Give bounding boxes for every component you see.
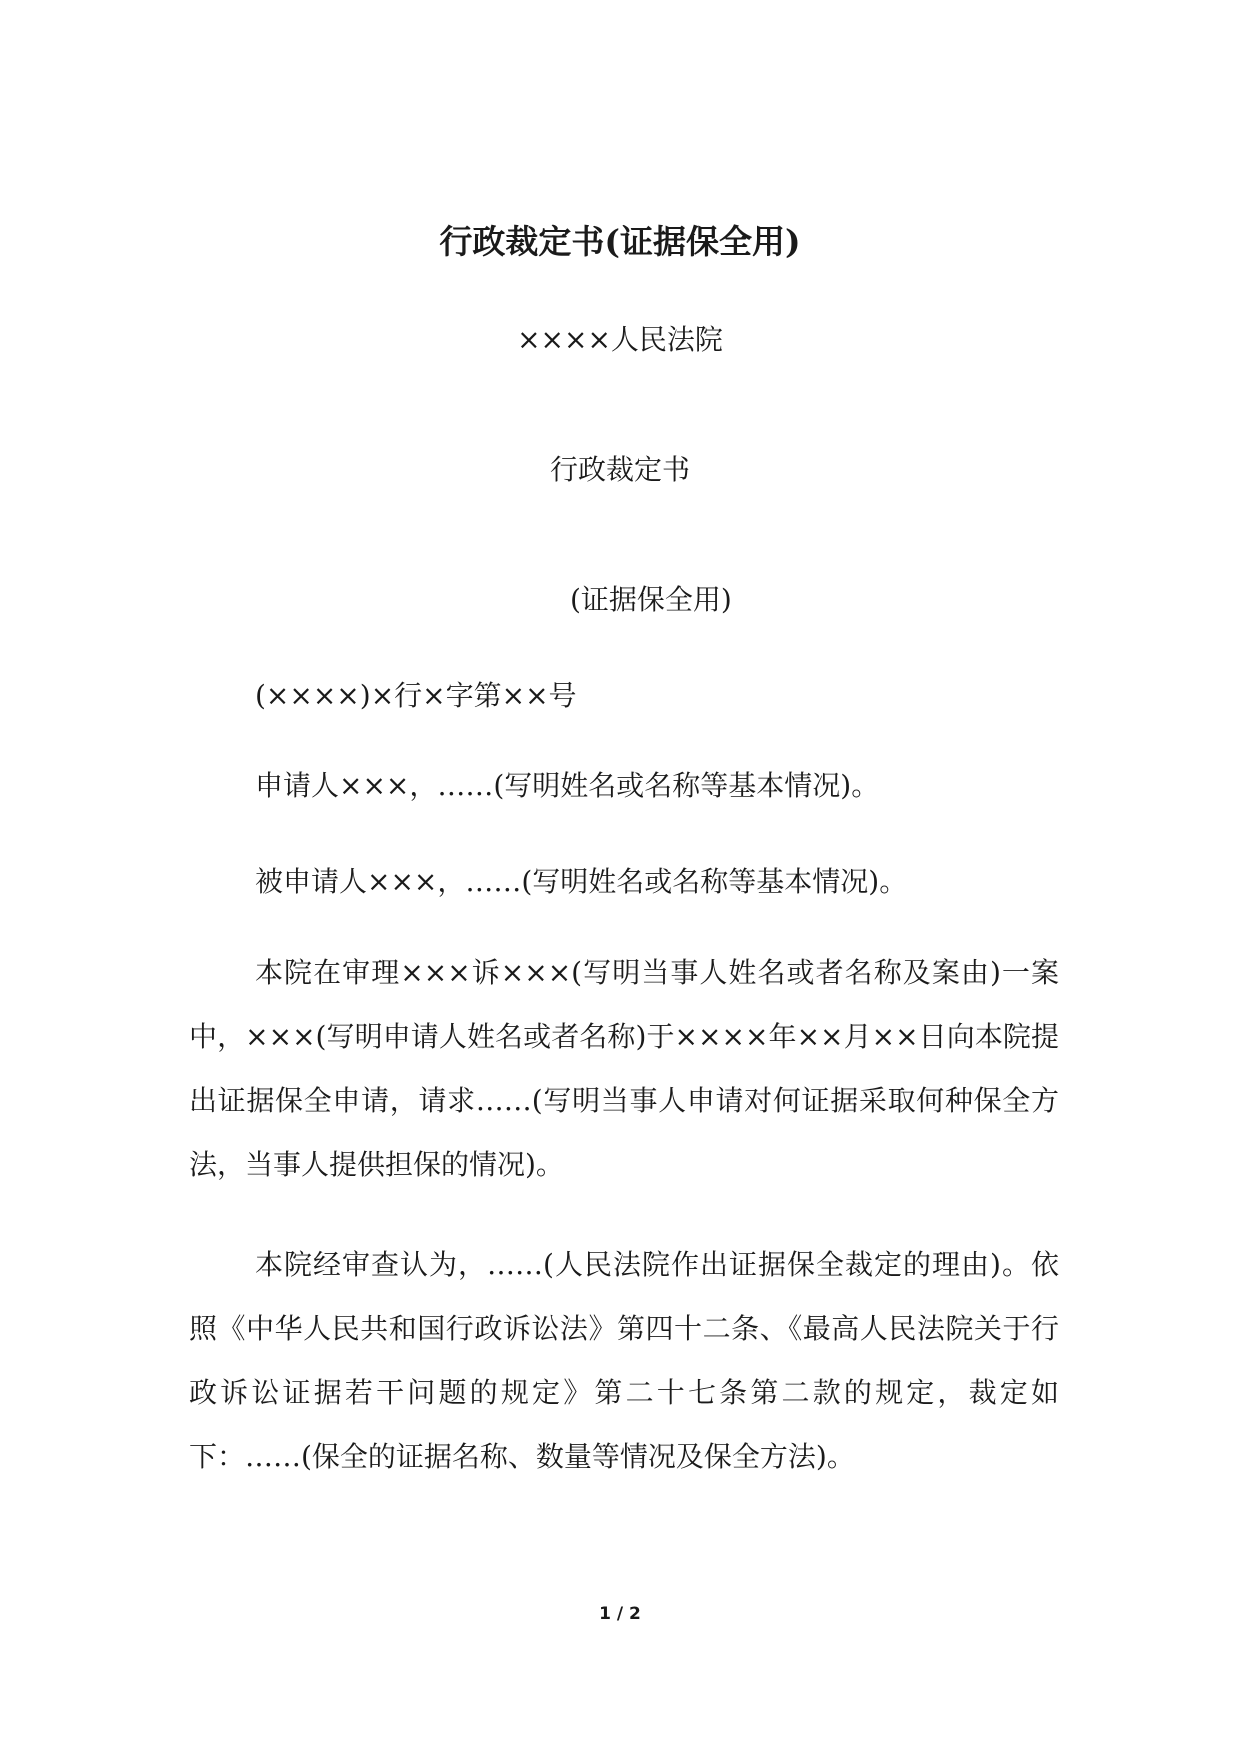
case-paragraph: 本院在审理×××诉×××(写明当事人姓名或者名称及案由)一案中，×××(写明申请人姓名或者名称)于××××年××月××日向本院提出证据保全申请，请求……(写明当事人申请对何证据采取何种保全方法，当事人提供担保的情况)。 <box>189 956 1059 1181</box>
respondent-line: 被申请人×××，……(写明姓名或名称等基本情况)。 <box>255 865 908 898</box>
document-title: 行政裁定书(证据保全用) <box>439 222 801 261</box>
applicant-line: 申请人×××，……(写明姓名或名称等基本情况)。 <box>255 769 880 802</box>
document-type: 行政裁定书 <box>549 453 690 486</box>
page-indicator: 1 / 2 <box>599 1604 641 1624</box>
ruling-paragraph: 本院经审查认为，……(人民法院作出证据保全裁定的理由)。依照《中华人民共和国行政诉讼法》第四十二条、《最高人民法院关于行政诉讼证据若干问题的规定》第二十七条第二款的规定，裁定如下：……(保全的证据名称、数量等情况及保全方法)。 <box>189 1248 1059 1473</box>
document-subtype: (证据保全用) <box>570 583 732 616</box>
court-name: ××××人民法院 <box>517 323 723 356</box>
case-number: (××××)×行×字第××号 <box>255 679 577 712</box>
